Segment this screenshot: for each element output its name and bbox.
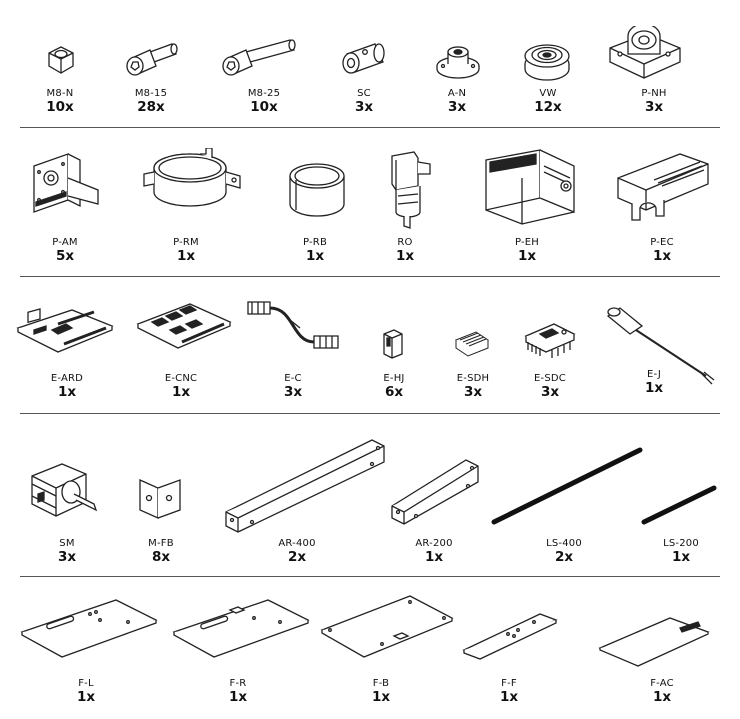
part-code: E-ARD <box>50 373 84 384</box>
part-label-p-rm <box>141 237 231 264</box>
anti-backlash-nut-icon <box>433 40 483 80</box>
v-wheel-icon <box>521 38 573 82</box>
heatsink-icon <box>452 326 492 360</box>
lead-screw-long-icon <box>490 446 644 526</box>
router-icon <box>384 150 434 232</box>
part-qty: 3x <box>283 384 303 400</box>
part-code: AR-400 <box>278 538 316 549</box>
part-qty: 1x <box>176 248 196 264</box>
part-label-ls-400 <box>519 538 609 565</box>
part-qty: 10x <box>46 99 74 115</box>
part-label-p-rb <box>270 237 360 264</box>
part-label-f-ac <box>617 678 707 705</box>
part-code: F-AC <box>650 678 674 689</box>
stepper-driver-icon <box>522 318 578 364</box>
part-qty: 28x <box>137 99 165 115</box>
part-label-p-am <box>20 237 110 264</box>
part-code: E-SDC <box>534 373 566 384</box>
part-qty: 3x <box>57 549 77 565</box>
part-qty: 12x <box>534 99 562 115</box>
part-code: M8-15 <box>134 88 168 99</box>
part-label-vw <box>503 88 593 115</box>
part-label-f-l <box>41 678 131 705</box>
short-bolt-icon <box>124 38 180 80</box>
part-qty: 1x <box>57 384 77 400</box>
part-code: E-C <box>284 373 302 384</box>
part-label-e-hj <box>349 373 439 400</box>
angle-bracket-icon <box>134 474 186 524</box>
part-label-f-r <box>193 678 283 705</box>
part-label-e-sdc <box>505 373 595 400</box>
part-label-ar-400 <box>252 538 342 565</box>
shaft-collar-icon <box>337 40 389 80</box>
part-qty: 3x <box>354 99 374 115</box>
part-qty: 1x <box>424 549 444 565</box>
part-qty: 3x <box>447 99 467 115</box>
part-code: LS-200 <box>663 538 699 549</box>
jumper-icon <box>380 326 406 360</box>
part-code: P-AM <box>52 237 78 248</box>
left-plate-icon <box>18 596 160 668</box>
part-label-p-ec <box>617 237 707 264</box>
aluminium-rail-short-icon <box>388 456 484 528</box>
part-code: E-HJ <box>383 373 405 384</box>
base-plate-icon <box>318 592 456 670</box>
part-code: F-R <box>229 678 247 689</box>
nut-holder-icon <box>604 26 684 84</box>
part-qty: 1x <box>652 248 672 264</box>
part-label-e-j <box>609 369 699 396</box>
part-qty: 1x <box>395 248 415 264</box>
part-qty: 3x <box>463 384 483 400</box>
part-label-p-eh <box>482 237 572 264</box>
row-divider <box>20 127 720 128</box>
part-label-ro <box>360 237 450 264</box>
part-code: E-CNC <box>164 373 198 384</box>
part-code: P-RB <box>302 237 328 248</box>
right-plate-icon <box>170 596 312 668</box>
part-qty: 1x <box>671 549 691 565</box>
aluminium-rail-long-icon <box>222 436 390 536</box>
part-label-m-fb <box>116 538 206 565</box>
part-code: M8-N <box>46 88 74 99</box>
part-qty: 10x <box>250 99 278 115</box>
part-label-m8-15 <box>106 88 196 115</box>
part-qty: 5x <box>55 248 75 264</box>
part-code: M8-25 <box>247 88 281 99</box>
part-qty: 8x <box>151 549 171 565</box>
part-code: P-EH <box>514 237 540 248</box>
part-label-f-b <box>336 678 426 705</box>
row-divider <box>20 576 720 577</box>
part-code: P-EC <box>650 237 674 248</box>
row-divider <box>20 276 720 277</box>
part-code: VW <box>539 88 557 99</box>
part-qty: 1x <box>644 380 664 396</box>
part-code: P-NH <box>641 88 667 99</box>
row-divider <box>20 413 720 414</box>
part-label-e-c <box>248 373 338 400</box>
acrylic-sheet-icon <box>596 614 712 670</box>
part-label-ar-200 <box>389 538 479 565</box>
part-label-ls-200 <box>636 538 726 565</box>
part-code: SC <box>357 88 371 99</box>
lead-screw-short-icon <box>640 484 718 526</box>
part-label-p-nh <box>609 88 699 115</box>
cnc-shield-icon <box>134 298 234 360</box>
cable-icon <box>244 298 344 356</box>
part-code: M-FB <box>148 538 174 549</box>
part-qty: 6x <box>384 384 404 400</box>
part-label-a-n <box>412 88 502 115</box>
part-qty: 1x <box>171 384 191 400</box>
part-code: F-L <box>78 678 94 689</box>
arduino-board-icon <box>14 304 116 360</box>
part-qty: 1x <box>371 689 391 705</box>
part-qty: 3x <box>644 99 664 115</box>
part-code: SM <box>59 538 75 549</box>
part-code: F-F <box>501 678 517 689</box>
part-qty: 1x <box>305 248 325 264</box>
part-label-sc <box>319 88 409 115</box>
router-mount-icon <box>140 148 244 224</box>
part-qty: 1x <box>499 689 519 705</box>
electronics-cover-icon <box>610 150 714 226</box>
part-code: A-N <box>447 88 467 99</box>
router-bushing-icon <box>284 160 350 222</box>
electronics-housing-icon <box>482 146 580 226</box>
long-bolt-icon <box>220 36 298 82</box>
part-code: E-SDH <box>456 373 490 384</box>
part-code: E-J <box>646 369 662 380</box>
part-label-sm <box>22 538 112 565</box>
part-label-e-ard <box>22 373 112 400</box>
part-qty: 1x <box>517 248 537 264</box>
part-qty: 2x <box>287 549 307 565</box>
hex-nut-icon <box>44 44 78 78</box>
part-qty: 2x <box>554 549 574 565</box>
part-code: P-RM <box>173 237 199 248</box>
part-qty: 3x <box>540 384 560 400</box>
stepper-motor-icon <box>28 460 100 526</box>
part-qty: 1x <box>652 689 672 705</box>
part-code: LS-400 <box>546 538 582 549</box>
part-label-m8-25 <box>219 88 309 115</box>
part-label-f-f <box>464 678 554 705</box>
part-label-e-cnc <box>136 373 226 400</box>
part-qty: 1x <box>228 689 248 705</box>
part-label-m8-n <box>15 88 105 115</box>
axis-mount-icon <box>28 150 102 222</box>
part-code: F-B <box>372 678 390 689</box>
front-plate-icon <box>460 610 560 664</box>
part-code: AR-200 <box>415 538 453 549</box>
part-qty: 1x <box>76 689 96 705</box>
part-code: RO <box>397 237 413 248</box>
